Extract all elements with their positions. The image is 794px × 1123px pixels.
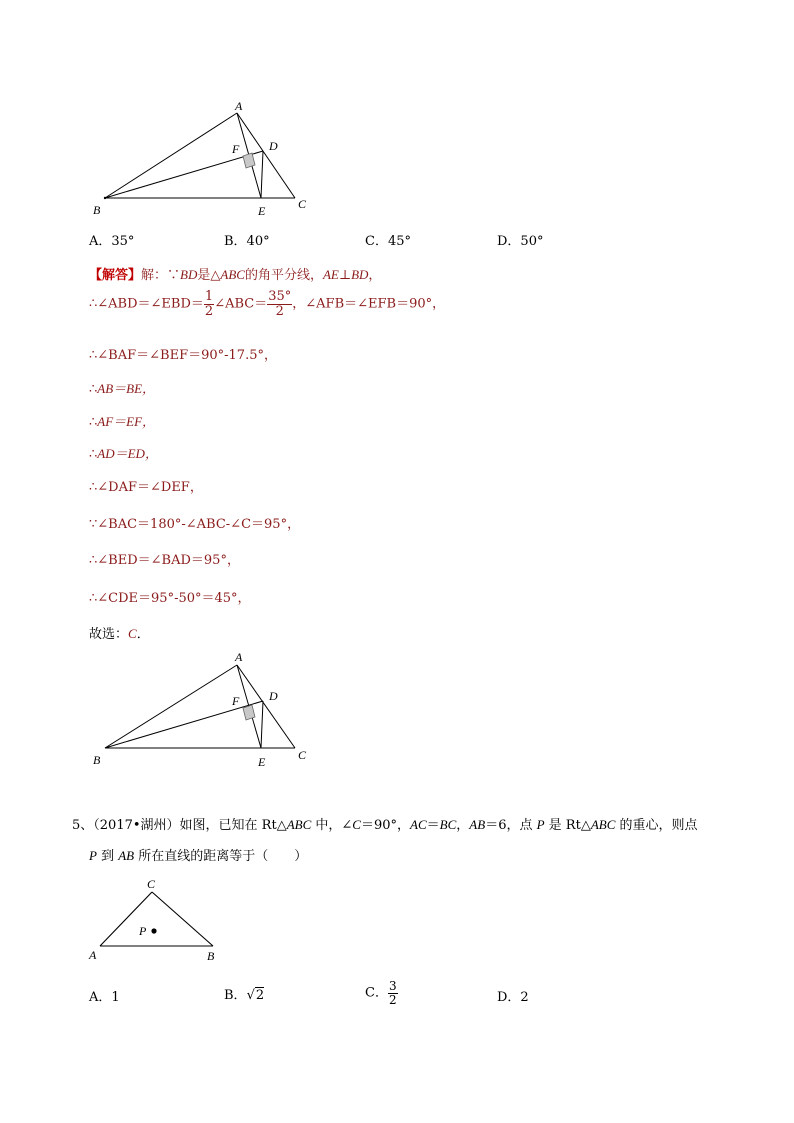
label-f: F <box>232 142 240 156</box>
label-e: E <box>258 204 266 218</box>
segment-ba <box>105 113 237 198</box>
solution-header: 【解答】 <box>89 268 142 283</box>
label-a: A <box>235 650 243 664</box>
segment-de <box>261 151 263 198</box>
option-b: B．40° <box>224 234 270 249</box>
triangle-figure-2 <box>85 645 325 775</box>
segment-de <box>261 701 263 748</box>
label-f: F <box>232 694 240 708</box>
isosceles-right-triangle-figure <box>85 872 230 967</box>
label-c: C <box>298 197 307 211</box>
solution-line-6: ∴AD＝ED， <box>89 446 158 462</box>
label-b: B <box>93 203 101 217</box>
solution-line-3: ∴∠BAF＝∠BEF＝90°-17.5°， <box>89 348 277 363</box>
q5-option-b: B．√2 <box>224 988 265 1003</box>
question-5-line-2: P 到 AB 所在直线的距离等于（ ） <box>89 848 308 864</box>
question-5-line-1: 5、（2017•湖州）如图，已知在 Rt△ABC 中，∠C＝90°，AC＝BC，AB＝6，点 P 是 Rt△ABC 的重心，则点 <box>72 817 698 833</box>
label-d: D <box>269 689 278 703</box>
q5-option-d: D．2 <box>497 990 529 1005</box>
solution-line-8: ∵∠BAC＝180°-∠ABC-∠C＝95°， <box>89 517 301 532</box>
fraction-3-over-2: $\frac{3}{2}$ <box>388 979 397 1007</box>
point-p <box>151 928 156 933</box>
solution-line-10: ∴∠CDE＝95°-50°＝45°， <box>89 591 251 606</box>
option-a: A．35° <box>89 234 135 249</box>
q5-option-a: A．1 <box>89 990 120 1005</box>
right-angle-mark <box>243 705 255 720</box>
solution-line-1: 【解答】解：∵BD是△ABC的角平分线，AE⊥BD， <box>89 267 382 283</box>
label-e: E <box>258 755 266 769</box>
label-p: P <box>139 924 147 938</box>
label-a: A <box>89 948 97 962</box>
segment-bd <box>105 701 263 748</box>
label-a: A <box>235 99 243 113</box>
option-c: C．45° <box>365 234 411 249</box>
fraction-35-over-2: $\frac{35^\circ}{2}$ <box>268 289 292 319</box>
solution-choice: 故选：C． <box>89 626 150 642</box>
segment-cb <box>152 892 213 946</box>
option-d: D．50° <box>497 234 544 249</box>
segment-ba <box>105 665 237 748</box>
sqrt-sign: √ <box>246 988 255 1003</box>
label-c: C <box>147 877 156 891</box>
label-c: C <box>298 748 307 762</box>
right-angle-mark <box>243 153 255 168</box>
triangle-figure-1 <box>85 95 325 220</box>
label-b: B <box>93 753 101 767</box>
fraction-half: $\frac{1}{2}$ <box>204 289 214 319</box>
solution-line-7: ∴∠DAF＝∠DEF， <box>89 480 203 495</box>
solution-line-4: ∴AB＝BE， <box>89 381 156 397</box>
q5-option-c: C． $\frac{3}{2}$ <box>365 979 397 1007</box>
label-b: B <box>207 949 215 963</box>
segment-bd <box>105 151 263 198</box>
solution-line-2: ∴∠ABD＝∠EBD＝ $\frac{1}{2}$ ∠ABC＝ $\frac{35^\circ}{2}$ ，∠AFB＝∠EFB＝90°， <box>89 289 446 319</box>
label-d: D <box>269 139 278 153</box>
solution-line-5: ∴AF＝EF， <box>89 414 156 430</box>
solution-line-9: ∴∠BED＝∠BAD＝95°， <box>89 553 240 568</box>
